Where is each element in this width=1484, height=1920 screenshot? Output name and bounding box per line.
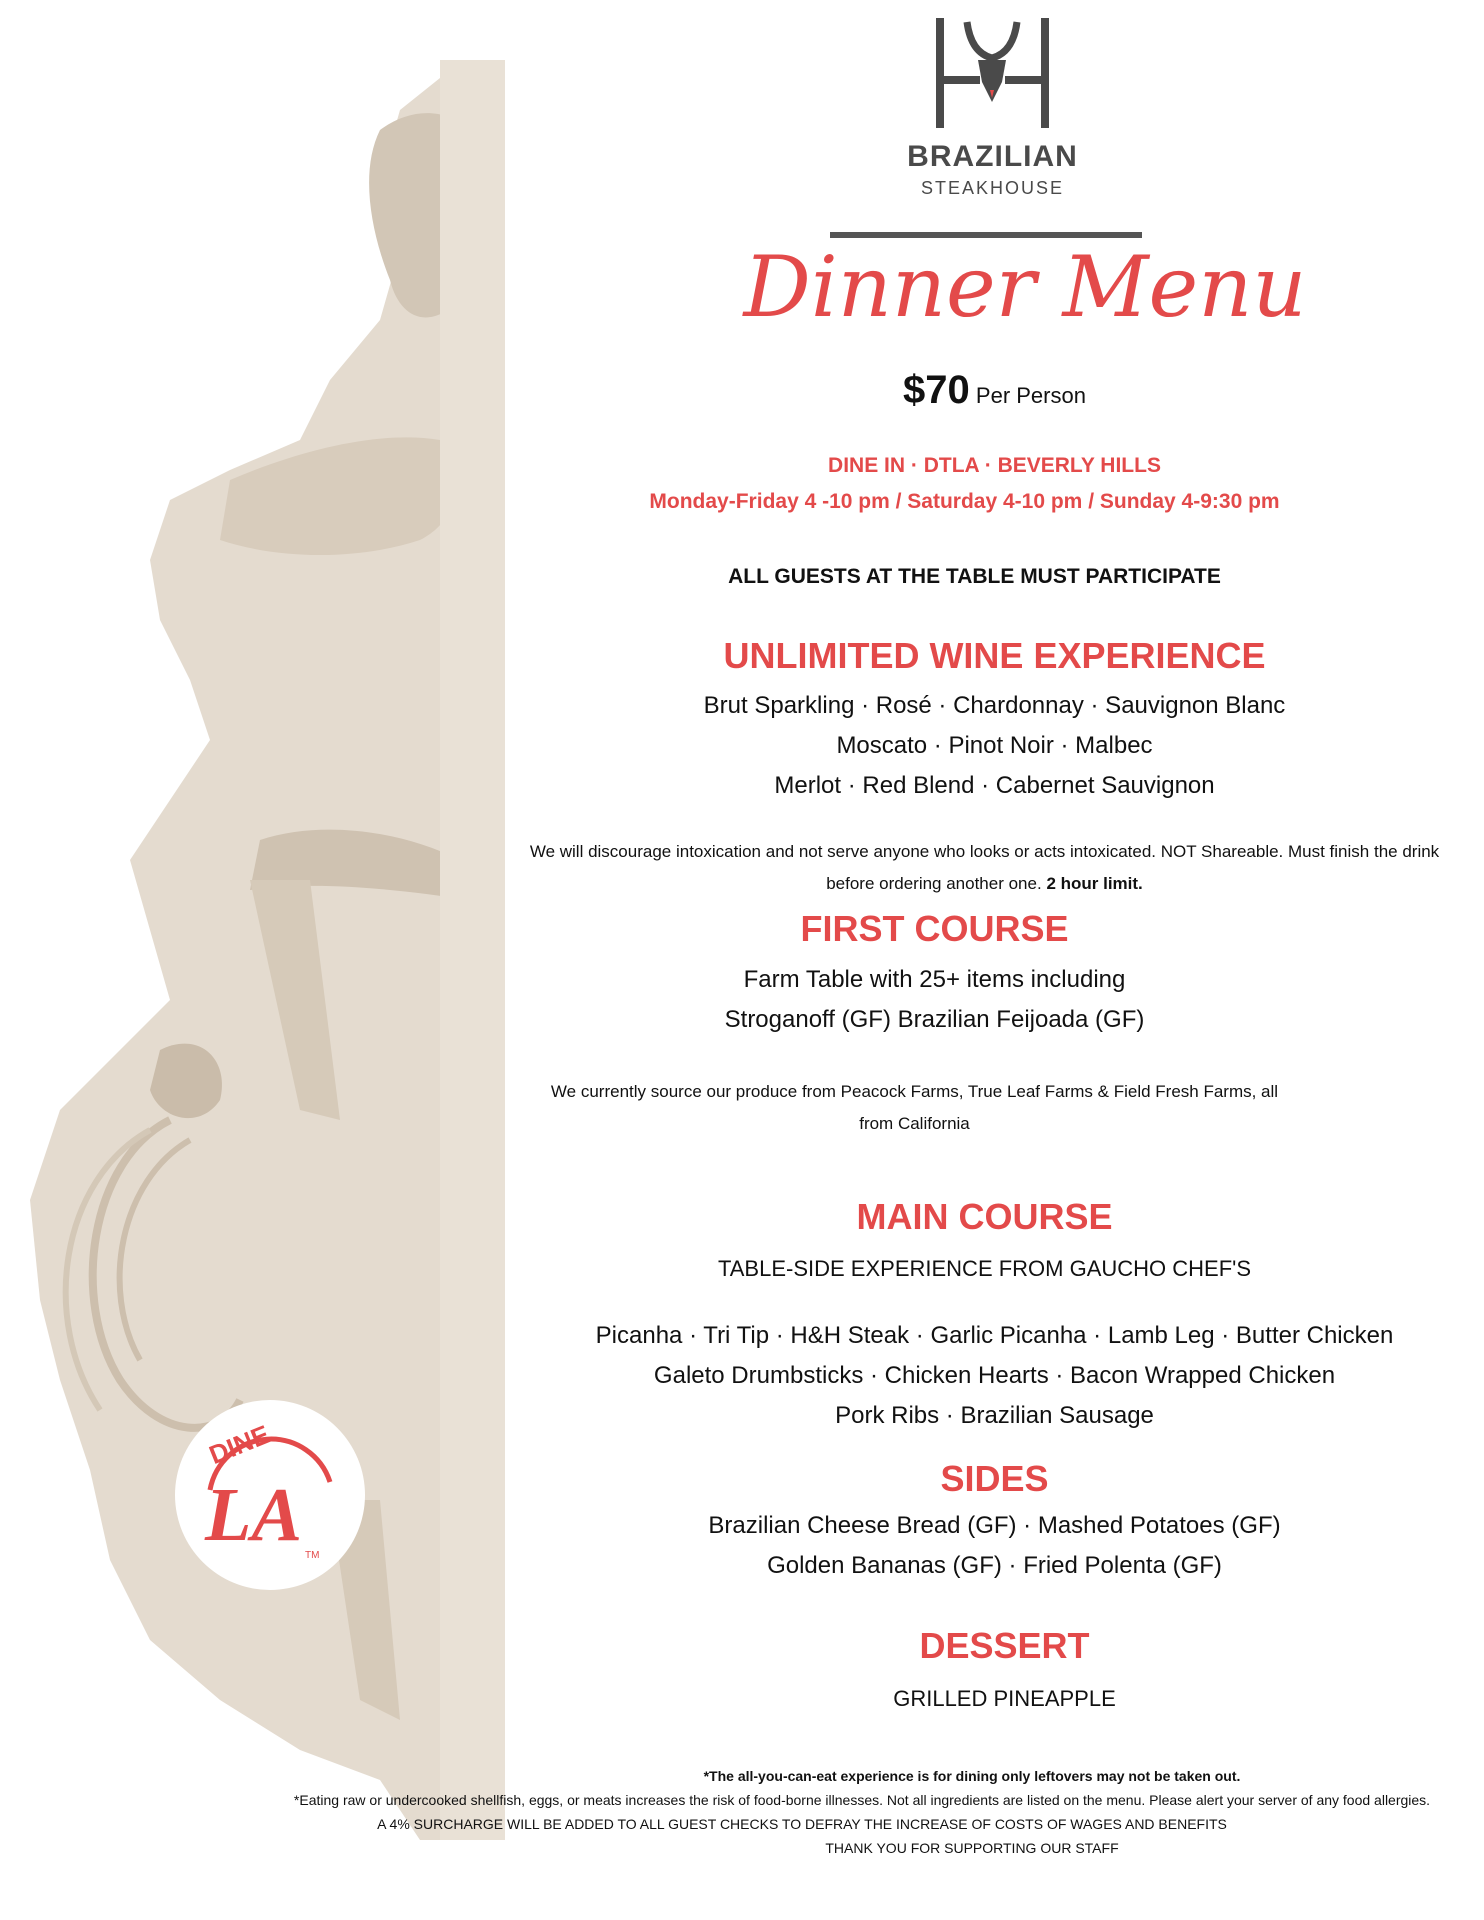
- first-course-heading: FIRST COURSE: [800, 908, 1069, 949]
- produce-source-note: We currently source our produce from Peacock Farms, True Leaf Farms & Field Fresh Farms, all: [550, 1082, 1279, 1101]
- dine-la-logo-icon: [165, 1390, 375, 1600]
- main-course-line: Galeto Drumbsticks · Chicken Hearts · Bacon Wrapped Chicken: [653, 1362, 1336, 1389]
- brand-name: BRAZILIAN: [907, 140, 1078, 173]
- main-course-subtitle: TABLE-SIDE EXPERIENCE FROM GAUCHO CHEF'S: [717, 1256, 1252, 1281]
- price-suffix: Per Person: [975, 383, 1086, 408]
- sides-line: Golden Bananas (GF) · Fried Polenta (GF): [767, 1552, 1222, 1579]
- dine-la-main-text: LA: [205, 1473, 303, 1557]
- sides-line: Brazilian Cheese Bread (GF) · Mashed Potatoes (GF): [708, 1512, 1281, 1539]
- dine-la-top-text: DINE: [204, 1418, 274, 1471]
- brand-subtitle: STEAKHOUSE: [920, 178, 1065, 198]
- price-line: [505, 368, 1484, 413]
- main-course-line: Pork Ribs · Brazilian Sausage: [835, 1402, 1154, 1429]
- first-course-line: Farm Table with 25+ items including: [743, 966, 1126, 993]
- menu-content: [505, 0, 1484, 1920]
- wine-policy-note: We will discourage intoxication and not serve anyone who looks or acts intoxicated. NOT Shareable. Must finish the drink: [529, 842, 1440, 861]
- dessert-item: GRILLED PINEAPPLE: [893, 1686, 1116, 1711]
- produce-source-note: from California: [859, 1114, 970, 1133]
- dine-la-badge: [165, 1390, 375, 1600]
- footer-thanks: THANK YOU FOR SUPPORTING OUR STAFF: [825, 1840, 1119, 1856]
- wine-list-line: Brut Sparkling · Rosé · Chardonnay · Sauvignon Blanc: [703, 692, 1286, 719]
- locations: DINE IN · DTLA · BEVERLY HILLS: [828, 454, 1161, 477]
- dessert-heading: DESSERT: [919, 1625, 1090, 1666]
- footer-surcharge-note: A 4% SURCHARGE WILL BE ADDED TO ALL GUEST CHECKS TO DEFRAY THE INCREASE OF COSTS OF WAGES AND BENEFITS: [377, 1816, 1227, 1832]
- dine-la-tm-text: TM: [305, 1550, 320, 1561]
- gaucho-illustration: [0, 0, 505, 1920]
- wine-policy-note-cont: [495, 874, 1474, 894]
- footer-health-warning: *Eating raw or undercooked shellfish, eggs, or meats increases the risk of food-borne illnesses. Not all ingredients are listed on the menu. Please alert your server of any food allergies.: [293, 1792, 1431, 1808]
- hours: Monday-Friday 4 -10 pm / Saturday 4-10 pm / Sunday 4-9:30 pm: [649, 490, 1280, 513]
- wine-heading: UNLIMITED WINE EXPERIENCE: [723, 635, 1266, 676]
- wine-time-limit: 2 hour limit.: [1046, 874, 1143, 893]
- menu-title: Dinner Menu: [743, 238, 1307, 336]
- main-course-heading: MAIN COURSE: [856, 1196, 1113, 1237]
- footer-leftovers-note: *The all-you-can-eat experience is for dining only leftovers may not be taken out.: [703, 1768, 1241, 1784]
- wine-policy-text: before ordering another one.: [826, 874, 1042, 893]
- wine-list-line: Moscato · Pinot Noir · Malbec: [836, 732, 1153, 759]
- first-course-line: Stroganoff (GF) Brazilian Feijoada (GF): [724, 1006, 1145, 1033]
- participation-note: ALL GUESTS AT THE TABLE MUST PARTICIPATE: [728, 565, 1221, 588]
- sides-heading: SIDES: [940, 1458, 1049, 1499]
- wine-list-line: Merlot · Red Blend · Cabernet Sauvignon: [774, 772, 1215, 799]
- main-course-line: Picanha · Tri Tip · H&H Steak · Garlic Picanha · Lamb Leg · Butter Chicken: [595, 1322, 1394, 1349]
- price-amount: $70: [903, 368, 970, 412]
